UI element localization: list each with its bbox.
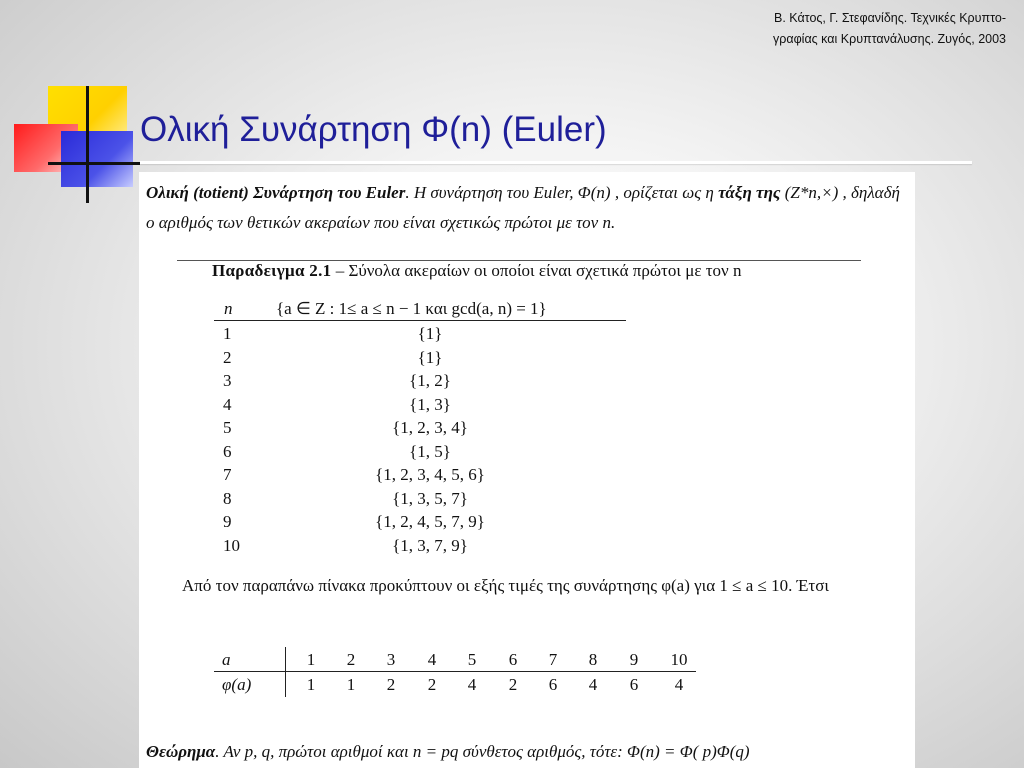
a-cell: 7 [548,650,558,669]
theorem-label: Θεώρημα [146,742,216,761]
example-title: – Σύνολα ακεραίων οι οποίοι είναι σχετικά πρώτοι με τον n [331,261,742,280]
phi-cell: 6 [629,675,639,694]
table-row [214,395,626,419]
example-heading [212,261,741,281]
title-underline [140,161,972,164]
blue-square [61,131,133,187]
vertical-line [86,86,89,203]
cell-set: {1, 2, 3, 4, 5, 6} [375,465,485,484]
table-header-rule [214,320,626,321]
example-label: Παραδειγμα 2.1 [212,261,332,280]
cell-set: {1, 5} [409,441,451,461]
cell-set: {1, 3} [409,394,451,414]
a-cell: 9 [629,650,639,669]
citation [706,8,1006,50]
cell-set: {1, 2} [409,371,451,390]
phi-label: φ(a) [222,675,252,694]
phi-cell: 1 [346,675,356,694]
cell-set: {1, 2, 4, 5, 7, 9} [375,512,485,531]
a-cell: 6 [508,650,518,669]
a-label: a [222,650,231,669]
a-cell: 8 [588,650,598,669]
decorative-squares-logo [0,0,140,210]
cell-n: 5 [223,418,232,437]
phi-cell: 4 [674,675,684,694]
theorem-text: . Αν p, q, πρώτοι αριθμοί και n = pq σύνθετος αριθμός, τότε: Φ(n) = Φ( p)Φ(q) [215,742,750,761]
phi-cell: 2 [508,675,518,694]
table-header [214,299,626,321]
cell-n: 10 [223,535,240,555]
cell-n: 6 [223,441,232,461]
cell-n: 8 [223,488,232,508]
table-row [214,489,626,513]
phi-n: Φ(n) [577,183,611,202]
cell-set: {1, 3, 7, 9} [392,535,468,555]
cell-n: 9 [223,512,232,531]
table-row [214,465,626,489]
a-cell: 4 [427,650,437,669]
phi-values-paragraph: Από τον παραπάνω πίνακα προκύπτουν οι εξής τιμές της συνάρτησης φ(a) για 1 ≤ a ≤ 10. Έτσι [182,576,829,595]
intro-bold-lead: Ολική (totient) Συνάρτηση του Euler [146,183,406,202]
a-cell: 10 [670,650,688,669]
table-row [214,442,626,466]
slide-title: Ολική Συνάρτηση Φ(n) (Euler) [140,110,607,149]
citation-line-2: γραφίας και Κρυπτανάλυσης. Ζυγός, 2003 [772,32,1006,46]
cell-set: {1} [417,347,443,367]
phi-row [214,672,696,697]
coprime-table-body [214,324,626,559]
table-row [214,418,626,442]
a-cell: 1 [306,650,316,669]
table-row [214,512,626,536]
intro-text-1: . Η συνάρτηση του Euler, [405,183,578,202]
cell-n: 3 [223,371,232,390]
cell-set: {1} [417,324,443,343]
intro-text-2: , ορίζεται ως η [610,183,719,202]
phi-cell: 4 [467,675,477,694]
a-row [214,647,696,672]
phi-cell: 2 [427,675,437,694]
column-set-header: {a ∈ Z : 1≤ a ≤ n − 1 και gcd(a, n) = 1} [276,299,547,318]
scanned-document [139,172,915,768]
phi-values-table [214,647,696,697]
cell-set: {1, 3, 5, 7} [392,488,468,508]
citation-line-1: Β. Κάτος, Γ. Στεφανίδης. Τεχνικές Κρυπτο- [773,11,1006,25]
table-row [214,536,626,560]
intro-bold-taxi: τάξη της [718,183,781,202]
cell-n: 7 [223,465,232,484]
phi-cell: 1 [306,675,316,694]
cell-set: {1, 2, 3, 4} [392,418,468,437]
cell-n: 2 [223,347,232,367]
a-cell: 5 [467,650,477,669]
intro-paragraph [146,178,911,238]
phi-cell: 4 [588,675,598,694]
a-cell: 3 [386,650,396,669]
phi-cell: 2 [386,675,396,694]
horizontal-line [48,162,140,165]
column-n-header: n [224,299,233,318]
a-cell: 2 [346,650,356,669]
group-symbol: (Z*n,×) [784,183,839,202]
table-row [214,324,626,348]
table-row [214,371,626,395]
phi-cell: 6 [548,675,558,694]
cell-n: 4 [223,394,232,414]
intro-text-3: , δηλαδή ο αριθμός των θετικών ακεραίων που είναι σχετικώς πρώτοι με τον n. [146,183,900,232]
cell-n: 1 [223,324,232,343]
table-row [214,348,626,372]
theorem-statement [146,742,911,762]
